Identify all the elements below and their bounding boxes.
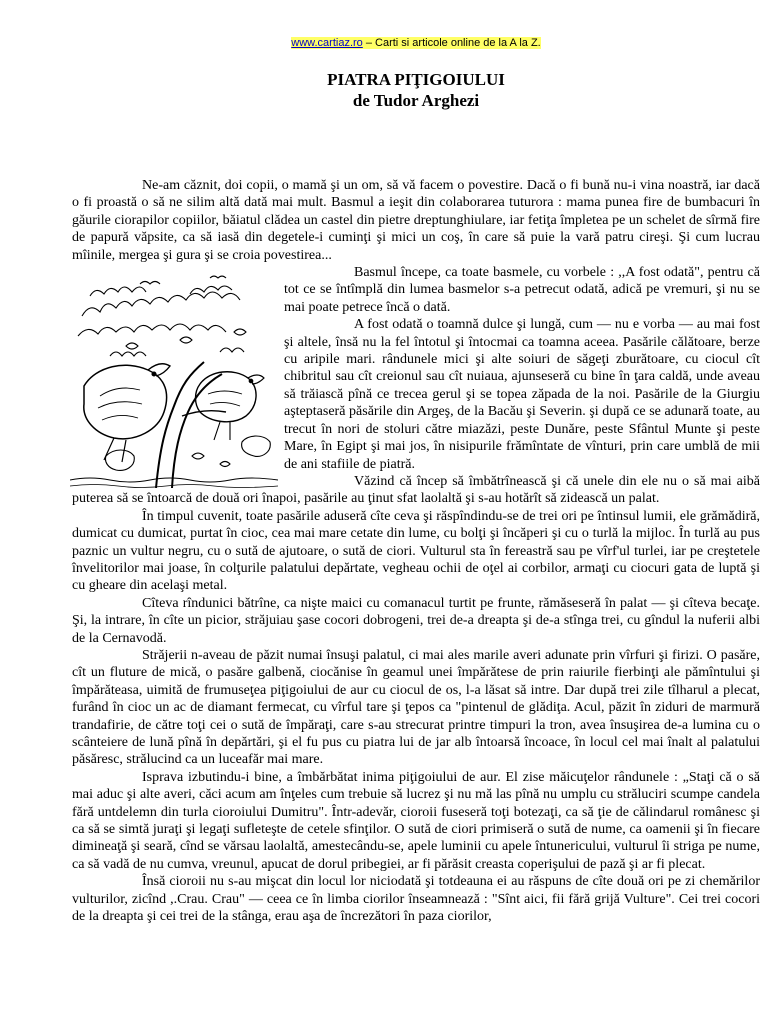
- document-title: [72, 69, 760, 111]
- story-author: de Tudor Arghezi: [352, 91, 480, 110]
- site-tagline: – Carti si articole online de la A la Z.: [362, 37, 541, 49]
- site-header: [72, 37, 760, 50]
- birds-on-branch-illustration: [70, 266, 278, 488]
- paragraph-7-text: Străjerii n-aveau de păzit numai însuşi palatul, ci mai ales marile averi adunate prin vîrfuri şi firizi. O pasăre, cît un fluture de mică, o pasăre galbenă, ciocănise în geamul unei împărătese de prin raiurile fierbinţi ale pămîntului şi împărăteasa, uimită de frumuseţea piţigoiului de aur cu ciocul de os, l-a lăsat să intre. Dar după trei zile tîlharul a plecat, furând în cioc un ac de diamant fermecat, cu vîrful tare şi ţepos ca "pintenul de glădiţa. Acul, păzit în ziduri de marmură trandafirie, de către toţi cei o sută de împăraţi, care s-au strecurat printre timpuri la tron, avea însuşirea de-a lumina cu o scânteiere de lună pînă în depărtări, şi el fu pus cu piatra lui de jar alb întoarsă încoace, în locul cel mai înalt al palatului păsăresc, strălucind ca un luceafăr mai mare.: [72, 647, 760, 768]
- document-page: [72, 0, 760, 1024]
- paragraph-8: [72, 769, 760, 873]
- story-title: PIATRA PIŢIGOIULUI: [327, 70, 505, 89]
- paragraph-4-text: Văzind că încep să îmbătrînească şi că unele din ele nu o să mai aibă puterea să se întoarcă de două ori înapoi, pasările au ţinut sfat laolaltă şi s-au hotărît să zidească un palat.: [72, 473, 760, 507]
- paragraph-6: [72, 595, 760, 647]
- paragraph-7: [72, 647, 760, 769]
- paragraph-1: [72, 177, 760, 264]
- paragraph-3-text: A fost odată o toamnă dulce şi lungă, cum — nu e vorba — au mai fost şi altele, însă nu la fel întotul şi întocmai ca toamna aceea. Pasările călătoare, berze cu aripile mari. rândunele mici şi alte soiuri de săgeţi zburătoare, cu ciocul cît chibritul sau cît creionul sau cît nuiaua, ajunseseră cu bine în ţara caldă, unde aveau să trăiască pînă ce trecea gerul şi se topea zăpada de la noi. Pasările de la Giurgiu aşteptaseră păsările din Argeş, de la Bacău şi Severin. şi după ce se adunară toate, au trecut în nori de stoluri către miazăzi, peste Dunăre, peste Sfântul Munte şi peste Mare, în Egipt şi mai jos, în nisipurile frămîntate de vînturi, prin care umblă de mii de ani stafiile de piatră.: [284, 317, 760, 472]
- paragraph-5-text: În timpul cuvenit, toate pasările aduseră cîte ceva şi răspîndindu-se de trei ori pe întinsul lumii, ele grămădiră, dumicat cu dumicat, purtat în cioc, cea mai mare cetate din lume, cu bolţi şi încăperi şi cu o turlă la mijloc. În turlă au pus paznic un vultur negru, cu o sută de ajutoare, o sută de ciori. Vulturul sta în fereastră sau pe vîrf'ul turlei, iar pe creştetele învelitorilor mai joase, în colţurile palatului depărtate, vegheau ochii de oţel ai corbilor, armaţi cu ciocuri gata de luptă şi cu gheare din acelaşi metal.: [72, 508, 760, 594]
- header-highlight: [291, 37, 540, 49]
- paragraph-8-text: Isprava izbutindu-i bine, a îmbărbătat inima piţigoiului de aur. El zise măicuţelor rândunele : „Staţi că o să mai aduc şi alte averi, căci acum am înţeles cum trebuie să lucrez şi nu mă las pînă nu umplu cu străluciri scumpe candela fără untdelemn din turla cioroiului Dumitru". Într-adevăr, cioroii fuseseră toţi botezaţi, ca să ţie de călindarul românesc şi ca să se simtă juraţi şi legaţi sufleteşte de cetele sfinţilor. O sută de ciori primiseră o sută de nume, ca oamenii şi în fiecare dimineaţă şi seară, cînd se vărsau laolaltă, amestecându-se, apele luminii cu apele întunericului, vulturul îi striga pe nume, ca să vadă de nu cumva, vreunul, apucat de dorul pribegiei, ar fi părăsit creasta coperişului de pază şi ar fi plecat.: [72, 769, 760, 872]
- paragraph-9: [72, 873, 760, 925]
- paragraph-6-text: Cîteva rîndunici bătrîne, ca nişte maici cu comanacul turtit pe frunte, rămăseseră în palat — şi cîteva becaţe. Şi, la intrare, în cîte un picior, străjuiau şase cocori dobrogeni, trei de-a dreapta şi de-a stînga trei, cu gîndul la nuferii albi de la Cernavodă.: [72, 595, 760, 646]
- paragraph-5: [72, 508, 760, 595]
- paragraph-9-text: Însă cioroii nu s-au mişcat din locul lor niciodată şi totdeauna ei au răspuns de cîte două ori pe zi chemărilor vulturilor, zicînd ,.Crau. Crau" — ceea ce în limba ciorilor înseamnează : "Sînt aici, fii fără grijă Vulture". Cei trei cocori de la dreapta şi cei trei de la stânga, erau aşa de încrezători în paza ciorilor,: [72, 874, 760, 925]
- story-body: [72, 177, 760, 925]
- paragraph-1-text: Ne-am căznit, doi copii, o mamă şi un om, să vă facem o povestire. Dacă o fi bună nu-i vina noastră, iar dacă o fi proastă o să ne silim altă dată mai mult. Basmul a ieşit din colaborarea tuturora : mama punea fire de bumbacuri în găurile ciorapilor copiilor, băiatul clădea un castel din pietre dreptunghiulare, iar fetiţa împletea pe un schelet de sîrmă fire de papură văpsite, ca să iasă din degetele-i cuminţi şi mici un coş, în care să puie la vară patru cireşi. Şi cum lucrau mîinile, mergea şi gura şi se croia povestirea...: [72, 178, 760, 263]
- paragraph-2-text: Basmul începe, ca toate basmele, cu vorbele : ,,A fost odată", pentru că tot ce se întîmplă din lumea basmelor s-a petrecut odată, adică pe vremuri, şi nu se mai poate petrece încă o dată.: [284, 265, 760, 315]
- site-link[interactable]: www.cartiaz.ro: [291, 37, 363, 49]
